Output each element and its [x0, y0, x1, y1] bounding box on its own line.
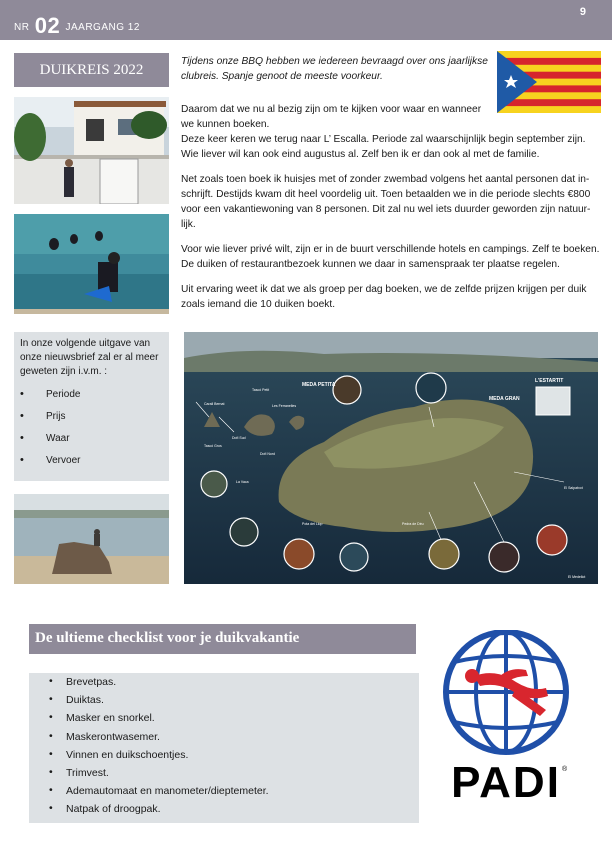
checklist-title: De ultieme checklist voor je duikvakantie — [29, 624, 416, 654]
map-label-dofi-sud: Dofí Sud — [232, 436, 246, 440]
next-issue-list — [20, 388, 80, 476]
page-number: 9 — [579, 6, 586, 18]
map-label-pota-del-llop: Pota del Llop — [302, 522, 323, 526]
map-label-tasco-gros: Tascó Gros — [204, 444, 222, 448]
list-item: • Waar — [20, 432, 80, 454]
map-label-meda-petita: MEDA PETITA — [302, 382, 336, 388]
padi-logo — [436, 630, 576, 815]
article-intro: Tijdens onze BBQ hebben we iedereen bevraagd over ons jaarlijkse clubreis. Spanje genoot de meeste voorkeur. — [181, 56, 488, 82]
map-label-estartit: L'ESTARTIT — [535, 378, 564, 384]
map-label-la-vaca: La Vaca — [236, 480, 249, 484]
paragraph-4: Voor wie liever privé wilt, zijn er in de buurt verschillende hotels en campings. Zelf te boeken. De duiken of restaurantbezoek kunnen we daar in samenspraak ter plaatse regelen. — [181, 244, 600, 270]
map-label-medellot: El Medellot — [568, 575, 586, 579]
house-photo — [14, 97, 169, 204]
issue-label — [14, 10, 140, 36]
checklist-item: • Duiktas. — [49, 694, 269, 712]
next-issue-intro: In onze volgende uitgave van onze nieuwsbrief zal er al meer geweten zijn i.v.m. : — [20, 338, 159, 377]
registered-mark: ® — [562, 766, 568, 773]
paragraph-2: Deze keer keren we terug naar L’ Escalla. Periode zal waarschijnlijk begin september zijn. Wie liever wil kan ook eind augustus al. Zelf ben ik er dan ook al met de familie. — [181, 134, 586, 160]
checklist-item: • Ademautomaat en manometer/dieptemeter. — [49, 785, 269, 803]
estelada-flag-image — [497, 51, 601, 113]
article-title: DUIKREIS 2022 — [14, 53, 169, 87]
padi-wordmark: PADI — [451, 758, 561, 807]
map-label-salpatxot: El Salpatxot — [564, 486, 583, 490]
divers-photo — [14, 214, 169, 314]
paragraph-3: Net zoals toen boek ik huisjes met of zonder zwembad volgens het aantal personen dat in-schrijft. Destijds kwam dit heel voordelig uit. Toen betaalden we in die periode slechts €800 voor een vakantiewoning van 8 personen. Dit zal nu wel iets duurder geworden zijn natuur-lijk. — [181, 174, 591, 230]
volume-label: JAARGANG 12 — [65, 22, 140, 33]
list-item: • Vervoer — [20, 454, 80, 476]
map-label-meda-gran: MEDA GRAN — [489, 396, 520, 402]
list-item: • Periode — [20, 388, 80, 410]
map-label-tasco-petit: Tascó Petit — [252, 388, 270, 392]
map-label-pedra-de-deu: Pedra de Déu — [402, 522, 424, 526]
medes-islands-map — [184, 332, 598, 584]
beach-ruins-photo — [14, 494, 169, 584]
issue-nr-label: NR — [14, 22, 30, 33]
checklist-box — [29, 673, 419, 823]
paragraph-1: Daarom dat we nu al bezig zijn om te kijken voor waar en wanneer we kunnen boeken. — [181, 104, 482, 130]
map-label-dofi-nord: Dofí Nord — [260, 452, 275, 456]
checklist-item: • Maskerontwasemer. — [49, 731, 269, 749]
page-header — [0, 0, 612, 40]
checklist-item: • Masker en snorkel. — [49, 712, 269, 730]
checklist-item: • Trimvest. — [49, 767, 269, 785]
issue-number: 02 — [34, 13, 61, 38]
checklist — [49, 676, 269, 822]
checklist-item: • Natpak of droogpak. — [49, 803, 269, 821]
globe-diver-icon — [436, 630, 576, 760]
map-label-carall-bernat: Carall Bernat — [204, 402, 225, 406]
paragraph-5: Uit ervaring weet ik dat we als groep per dag boeken, we de zelfde prijzen krijgen per duik zoals iemand die 10 duiken boekt. — [181, 284, 587, 310]
checklist-item: • Vinnen en duikschoentjes. — [49, 749, 269, 767]
map-label-ferranelles: Les Ferranelles — [272, 404, 297, 408]
list-item: • Prijs — [20, 410, 80, 432]
next-issue-box — [14, 332, 169, 481]
checklist-item: • Brevetpas. — [49, 676, 269, 694]
article-paragraphs — [181, 102, 603, 312]
